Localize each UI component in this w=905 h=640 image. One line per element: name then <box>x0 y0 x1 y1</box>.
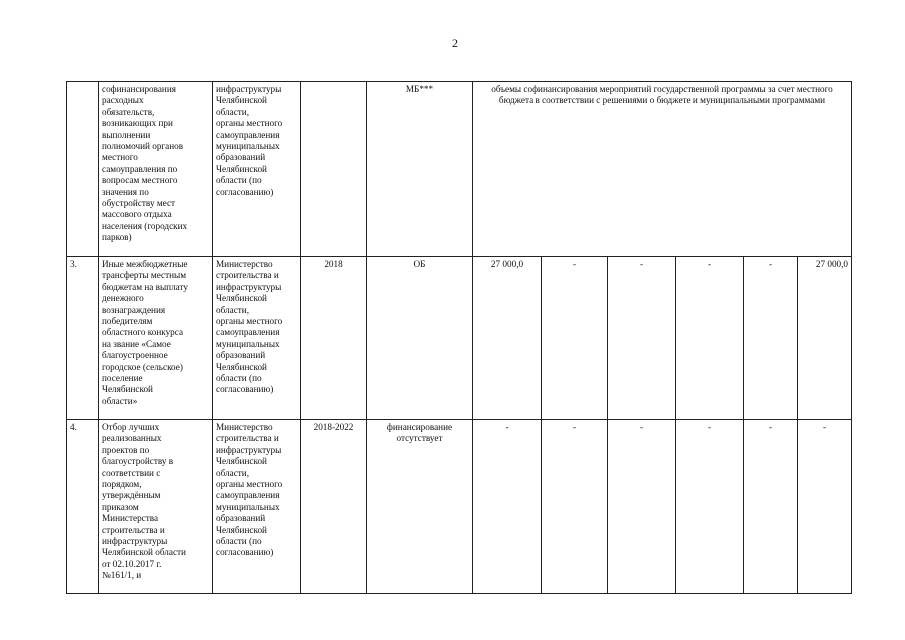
executor-cell: Министерство строительства и инфраструктуры Челябинской области, органы местного самоуправления муниципальных образований Челябинской области (по согласованию) <box>213 257 301 420</box>
row-number: 4. <box>67 420 99 594</box>
executor-cell: Министерство строительства и инфраструктуры Челябинской области, органы местного самоуправления муниципальных образований Челябинской области (по согласованию) <box>213 420 301 594</box>
years-cell: 2018 <box>301 257 367 420</box>
funding-source-cell: МБ*** <box>367 82 473 257</box>
amount-cell: 27 000,0 <box>798 257 852 420</box>
row-number: 3. <box>67 257 99 420</box>
amount-total-cell: 27 000,0 <box>473 257 542 420</box>
row-number <box>67 82 99 257</box>
years-cell: 2018-2022 <box>301 420 367 594</box>
years-cell <box>301 82 367 257</box>
event-cell: Иные межбюджетные трансферты местным бюджетам на выплату денежного вознаграждения победителям областного конкурса на звание «Самое благоустроенное городское (сельское) поселение Челябинской области» <box>99 257 213 420</box>
amount-cell: - <box>744 257 798 420</box>
amount-cell: - <box>542 420 608 594</box>
amount-cell: - <box>676 420 744 594</box>
amount-cell: - <box>798 420 852 594</box>
funding-source-cell: финансирование отсутствует <box>367 420 473 594</box>
amount-cell: - <box>608 257 676 420</box>
amount-cell: - <box>542 257 608 420</box>
event-cell: софинансирования расходных обязательств, возникающих при выполнении полномочий органов местного самоуправления по вопросам местного значения по обустройству мест массового отдыха населения (городских парков) <box>99 82 213 257</box>
amount-cell: - <box>608 420 676 594</box>
event-cell: Отбор лучших реализованных проектов по благоустройству в соответствии с порядком, утверждённым приказом Министерства строительства и инфраструктуры Челябинской области от 02.10.2017 г. №161/1, и <box>99 420 213 594</box>
executor-cell: инфраструктуры Челябинской области, органы местного самоуправления муниципальных образований Челябинской области (по согласованию) <box>213 82 301 257</box>
table-row <box>67 420 852 594</box>
amount-total-cell: - <box>473 420 542 594</box>
funding-note-cell: объемы софинансирования мероприятий государственной программы за счет местного бюджета в соответствии с решениями о бюджете и муниципальными программами <box>473 82 852 257</box>
amount-cell: - <box>744 420 798 594</box>
funding-source-cell: ОБ <box>367 257 473 420</box>
table-row <box>67 82 852 257</box>
page-number: 2 <box>452 36 458 50</box>
table-row <box>67 257 852 420</box>
amount-cell: - <box>676 257 744 420</box>
budget-table <box>66 81 852 594</box>
